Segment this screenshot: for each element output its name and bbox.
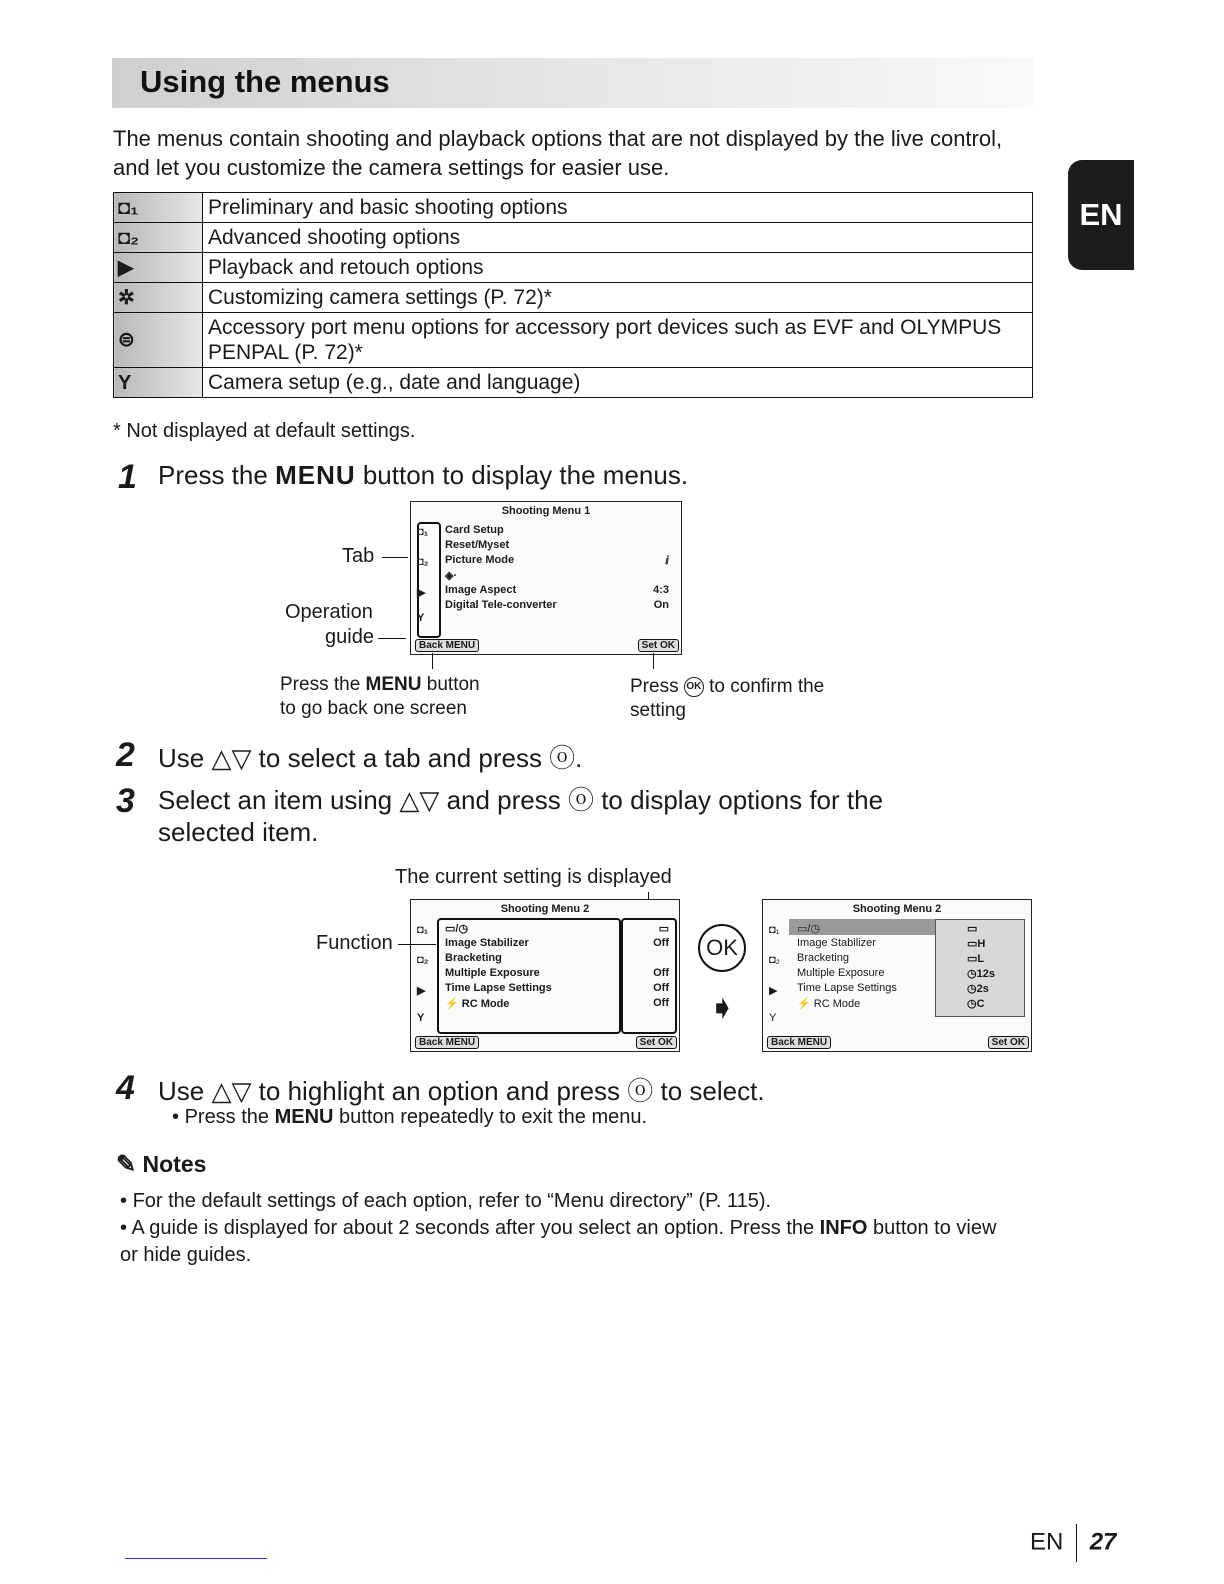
screen-3-option: ▭L — [967, 953, 985, 965]
menu-table-row — [114, 368, 1033, 398]
screen-1-item-label: Picture Mode — [445, 554, 515, 566]
screen-1-item-value: On — [653, 599, 669, 611]
menu-table-row — [114, 253, 1033, 283]
menu-table — [113, 192, 1033, 398]
screen-2-item-value: Off — [653, 967, 669, 979]
screen-2-item-value: Off — [653, 997, 669, 1009]
current-setting-label: The current setting is displayed — [395, 866, 672, 888]
screen-3-tab-setup-icon: Y — [769, 1012, 777, 1024]
screen-2-item-label: Time Lapse Settings — [445, 982, 552, 994]
menu-table-row — [114, 283, 1033, 313]
screen-2-item-label: ▭/◷ — [445, 923, 469, 935]
menu-table-row — [114, 313, 1033, 368]
menu-table-icon-cell — [114, 223, 203, 253]
screen-3-item-label: Time Lapse Settings — [797, 982, 897, 994]
screen-3-set-button: Set OK — [988, 1036, 1029, 1049]
screen-3-option: ◷12s — [967, 968, 995, 980]
ok-large-icon: OK — [698, 924, 746, 972]
note-2-pre: A guide is displayed for about 2 seconds after you select an option. Press the — [131, 1217, 820, 1239]
set-caption-pre: Press — [630, 676, 684, 697]
back-caption-post: button — [421, 674, 480, 695]
menu-table-icon-cell — [114, 368, 203, 398]
language-tab: EN — [1068, 160, 1134, 270]
screen-3-option: ◷C — [967, 998, 985, 1010]
footer-divider — [1076, 1524, 1077, 1562]
screen-shooting-menu-2 — [410, 899, 680, 1052]
screen-1-item-label: Card Setup — [445, 524, 504, 536]
screen-2-set-button: Set OK — [636, 1036, 677, 1049]
tab-label: Tab — [342, 545, 375, 567]
function-label: Function — [316, 932, 393, 954]
menu-table-desc-cell: Playback and retouch options — [203, 253, 1033, 283]
step-1-post: button to display the menus. — [355, 460, 689, 490]
screen-3-item-label: Bracketing — [797, 952, 849, 964]
step-1-pre: Press the — [158, 460, 276, 490]
right-arrow-icon: ➧ — [708, 989, 737, 1027]
menu-table-row — [114, 193, 1033, 223]
guide-leader-line — [378, 638, 406, 639]
screen-1-item-label: Digital Tele-converter — [445, 599, 557, 611]
screen-1-item-label: Reset/Myset — [445, 539, 510, 551]
playback-menu-icon: ▶ — [118, 256, 134, 279]
set-caption-post: to confirm the — [703, 676, 825, 697]
screen-1-tab-shoot2-icon: ◘₂ — [417, 556, 429, 568]
set-leader-line — [653, 653, 654, 669]
step-4-bullet-post: button repeatedly to exit the menu. — [333, 1106, 648, 1128]
screen-2-item-value: Off — [653, 982, 669, 994]
screen-2-item-value: Off — [653, 937, 669, 949]
step-4-number: 4 — [116, 1069, 135, 1107]
screen-shooting-menu-2-options — [762, 899, 1032, 1052]
back-caption-line2: to go back one screen — [280, 698, 467, 719]
screen-1-item-label: Image Aspect — [445, 584, 517, 596]
menu-table-desc-cell: Camera setup (e.g., date and language) — [203, 368, 1033, 398]
page-number: 27 — [1089, 1528, 1117, 1556]
shooting-menu-2-icon: ◘₂ — [118, 226, 139, 249]
footnote: * Not displayed at default settings. — [113, 420, 416, 442]
menu-table-row — [114, 223, 1033, 253]
screen-2-tab-setup-icon: Y — [417, 1012, 425, 1024]
back-caption — [280, 673, 480, 721]
step-4-bullet: • Press the MENU button repeatedly to exit the menu. — [172, 1106, 648, 1128]
menu-table-icon-cell — [114, 193, 203, 223]
screen-shooting-menu-1 — [410, 501, 682, 655]
screen-3-tab-shoot2-icon: ◘₂ — [769, 954, 780, 966]
screen-2-tab-shoot2-icon: ◘₂ — [417, 954, 429, 966]
step-3-text: Select an item using △▽ and press ⓞ to display options for the selected item. — [158, 785, 884, 847]
footer-rule — [125, 1558, 267, 1559]
screen-3-option: ▭ — [967, 923, 978, 935]
step-2-text: Use △▽ to select a tab and press ⓞ. — [158, 743, 583, 773]
page-footer — [1030, 1524, 1116, 1562]
menu-table-icon-cell — [114, 313, 203, 368]
operation-label: Operation — [285, 601, 373, 623]
step-4-text: Use △▽ to highlight an option and press ⓞ to select. — [158, 1076, 765, 1106]
step-2-number: 2 — [116, 736, 135, 774]
accessory-port-menu-icon: ⊜ — [118, 329, 135, 351]
menu-table-desc-cell: Advanced shooting options — [203, 223, 1033, 253]
step-4-bullet-menu-word: MENU — [274, 1106, 334, 1128]
step-1-menu-word: MENU — [275, 460, 356, 490]
section-heading-bar — [112, 58, 1034, 108]
set-caption — [630, 675, 824, 723]
intro-text: The menus contain shooting and playback options that are not displayed by the live control, and let you customize the camera settings for easier use. — [113, 126, 1003, 180]
screen-3-option: ▭H — [967, 938, 986, 950]
menu-table-icon-cell — [114, 283, 203, 313]
screen-1-tab-play-icon: ▶ — [417, 587, 426, 599]
screen-3-title: Shooting Menu 2 — [852, 903, 942, 915]
screen-1-back-button: Back MENU — [415, 639, 479, 652]
notes-title: Notes — [142, 1151, 207, 1177]
shooting-menu-1-icon: ◘₁ — [118, 196, 139, 219]
function-leader-line — [398, 944, 436, 945]
footer-lang: EN — [1030, 1528, 1064, 1556]
step-4-bullet-pre: Press the — [184, 1106, 275, 1128]
screen-3-tab-play-icon: ▶ — [769, 985, 778, 997]
note-1: • For the default settings of each option, refer to “Menu directory” (P. 115). — [120, 1190, 772, 1212]
note-2-info-word: INFO — [819, 1217, 868, 1239]
back-caption-pre: Press the — [280, 674, 366, 695]
screen-2-item-value: ▭ — [658, 923, 669, 935]
screen-1-item-value: ⅈ — [665, 555, 669, 567]
step-3-number: 3 — [116, 782, 135, 820]
screen-2-tab-play-icon: ▶ — [417, 985, 426, 997]
menu-table-desc-cell: Customizing camera settings (P. 72)* — [203, 283, 1033, 313]
screen-2-item-label: Bracketing — [445, 952, 502, 964]
menu-table-desc-cell: Preliminary and basic shooting options — [203, 193, 1033, 223]
screen-3-back-button: Back MENU — [767, 1036, 831, 1049]
screen-2-item-label: ⚡ RC Mode — [445, 998, 510, 1010]
setup-menu-icon: Y — [118, 371, 132, 394]
screen-3-item-label: ▭/◷ — [797, 923, 821, 935]
menu-table-icon-cell — [114, 253, 203, 283]
ok-button-icon: OK — [684, 677, 704, 697]
screen-1-set-button: Set OK — [638, 639, 679, 652]
screen-1-item-label: ◈· — [445, 570, 458, 582]
notes-pencil-icon: ✎ — [116, 1151, 137, 1178]
tab-leader-line — [382, 557, 408, 558]
screen-1-tab-setup-icon: Y — [417, 612, 425, 624]
screen-3-item-label: Multiple Exposure — [797, 967, 885, 979]
note-1-text: For the default settings of each option, refer to “Menu directory” (P. 115). — [132, 1190, 772, 1212]
set-caption-line2: setting — [630, 700, 686, 721]
screen-1-tab-shoot1-icon: ◘₁ — [417, 526, 429, 538]
custom-menu-icon: ✲ — [118, 286, 135, 309]
note-2: • A guide is displayed for about 2 seconds after you select an option. Press the INFO button to view or hide guides. — [120, 1217, 997, 1266]
step-1-text — [158, 460, 688, 491]
screen-2-item-label: Image Stabilizer — [445, 937, 529, 949]
menu-table-desc-cell: Accessory port menu options for accessory port devices such as EVF and OLYMPUS PENPAL (P. 72)* — [203, 313, 1033, 368]
note-2-post: button to view or hide guides. — [120, 1217, 997, 1266]
notes-heading — [116, 1150, 206, 1179]
screen-2-title: Shooting Menu 2 — [500, 903, 590, 915]
screen-3-item-label: Image Stabilizer — [797, 937, 876, 949]
screen-3-option: ◷2s — [967, 983, 989, 995]
screen-3-tab-shoot1-icon: ◘₁ — [769, 924, 780, 936]
screen-1-item-value: 4:3 — [653, 584, 669, 596]
section-heading: Using the menus — [140, 64, 390, 99]
screen-2-back-button: Back MENU — [415, 1036, 479, 1049]
screen-1-title: Shooting Menu 1 — [501, 505, 591, 517]
step-1-number: 1 — [118, 458, 137, 496]
screen-2-item-label: Multiple Exposure — [445, 967, 540, 979]
screen-2-tab-shoot1-icon: ◘₁ — [417, 924, 429, 936]
back-caption-menu-word: MENU — [365, 674, 422, 695]
guide-label: guide — [325, 626, 374, 648]
back-leader-line — [432, 653, 433, 669]
screen-3-item-label: ⚡ RC Mode — [797, 998, 861, 1010]
